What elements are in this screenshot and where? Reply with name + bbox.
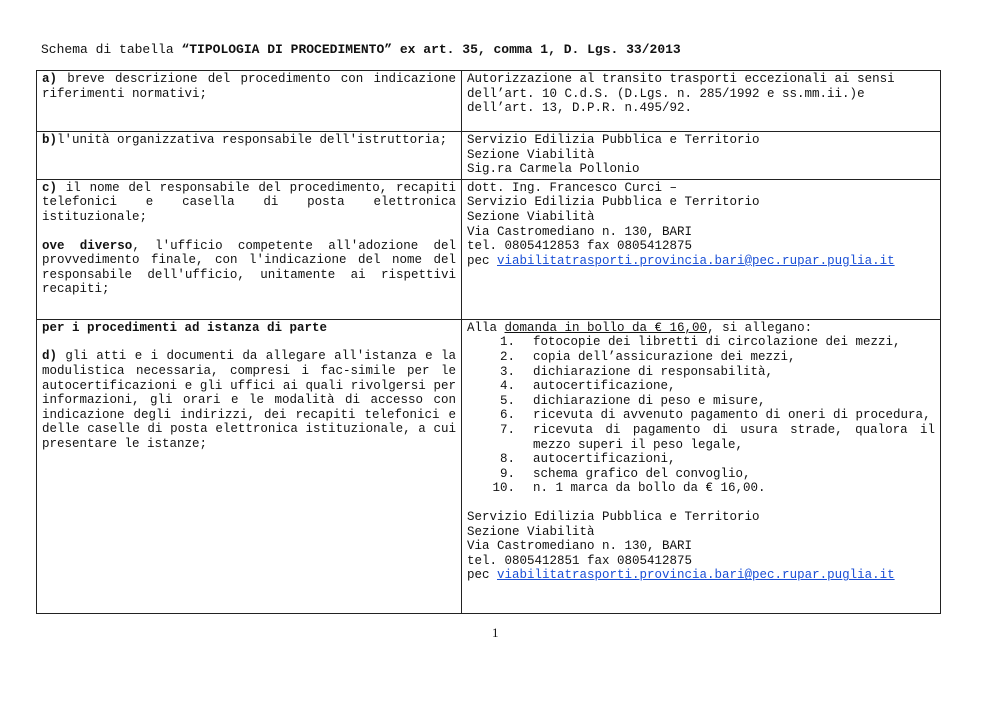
row-b-value — [462, 132, 941, 180]
table-row-a — [37, 71, 941, 132]
row-c-pec-link[interactable]: viabilitatrasporti.provincia.bari@pec.rupar.puglia.it — [497, 253, 895, 268]
spacer — [42, 335, 456, 349]
list-item-number: 7. — [499, 422, 515, 437]
row-a-description — [37, 71, 462, 132]
row-d-text: gli atti e i documenti da allegare all'istanza e la modulistica necessaria, compresi i fac-simile per le autocertificazioni e gli uffici ai quali rivolgersi per informazioni, gli orari e le modalità di accesso con indicazione degli indirizzi, dei recapiti telefonici e delle caselle di posta elettronica istituzionale, a cui presentare le istanze; — [42, 349, 456, 451]
list-item-text: n. 1 marca da bollo da € 16,00. — [533, 481, 766, 496]
row-b-text: l'unità organizzativa responsabile dell'istruttoria; — [57, 133, 448, 147]
list-item-text: autocertificazione, — [533, 379, 676, 394]
title-bold: “TIPOLOGIA DI PROCEDIMENTO” ex art. 35, comma 1, D. Lgs. 33/2013 — [181, 42, 681, 57]
list-item-text: autocertificazioni, — [533, 452, 676, 467]
table-row-b — [37, 132, 941, 180]
row-a-line: Autorizzazione al transito trasporti eccezionali ai sensi — [467, 72, 895, 86]
list-item-number: 4. — [499, 379, 515, 394]
list-item-number: 5. — [499, 393, 515, 408]
row-d-value — [462, 319, 941, 613]
row-d-description — [37, 319, 462, 613]
page-number: 1 — [492, 625, 499, 640]
list-item-number: 6. — [499, 408, 515, 423]
list-item — [467, 394, 935, 409]
list-item — [467, 408, 935, 423]
list-item — [467, 379, 935, 394]
list-item-text: dichiarazione di responsabilità, — [533, 364, 774, 379]
row-a-label: a) — [42, 72, 58, 86]
list-item — [467, 423, 935, 452]
row-c-label-2: ove diverso — [42, 238, 133, 253]
list-item-text: fotocopie dei libretti di circolazione dei mezzi, — [533, 335, 901, 350]
row-c-pec-line — [467, 254, 935, 269]
list-item-number: 9. — [499, 466, 515, 481]
row-a-value — [462, 71, 941, 132]
list-item-number: 10. — [492, 481, 515, 496]
attachments-list — [467, 335, 935, 496]
row-a-line: dell’art. 13, D.P.R. n.495/92. — [467, 101, 693, 116]
spacer — [467, 496, 935, 510]
list-item — [467, 467, 935, 482]
document-title — [41, 42, 681, 57]
row-d-pec-line — [467, 568, 935, 583]
row-d-office-line: Sezione Viabilità — [467, 524, 595, 539]
row-c-line: dott. Ing. Francesco Curci – — [467, 180, 678, 195]
intro-prefix: Alla — [467, 320, 505, 335]
list-item-number: 8. — [499, 452, 515, 467]
row-c-paragraph-2 — [42, 239, 456, 297]
row-b-description — [37, 132, 462, 180]
table-row-c — [37, 179, 941, 319]
row-b-label: b) — [42, 133, 58, 147]
procedure-table — [36, 70, 941, 614]
row-b-line: Servizio Edilizia Pubblica e Territorio — [467, 133, 760, 147]
list-item — [467, 481, 935, 496]
list-item-text: ricevuta di pagamento di usura strade, qualora il mezzo superi il peso legale, — [533, 422, 935, 452]
row-d-pec-prefix: pec — [467, 568, 498, 583]
row-c-paragraph-1 — [42, 181, 456, 225]
row-d-office-line: Via Castromediano n. 130, BARI — [467, 539, 693, 554]
row-c-label: c) — [42, 180, 58, 195]
list-item-text: ricevuta di avvenuto pagamento di oneri di procedura, — [533, 408, 931, 423]
intro-suffix: , si allegano: — [707, 320, 813, 335]
list-item-number: 2. — [499, 349, 515, 364]
row-c-description — [37, 179, 462, 319]
row-c-line: Sezione Viabilità — [467, 209, 595, 224]
list-item-text: copia dell’assicurazione dei mezzi, — [533, 349, 796, 364]
row-c-text: il nome del responsabile del procedimento, recapiti telefonici e casella di posta elettronica istituzionale; — [42, 180, 456, 224]
spacer — [42, 225, 456, 239]
list-item-number: 1. — [499, 335, 515, 350]
row-a-line: dell’art. 10 C.d.S. (D.Lgs. n. 285/1992 e ss.mm.ii.)e — [467, 86, 865, 101]
table-row-d — [37, 319, 941, 613]
row-b-line: Sig.ra Carmela Pollonio — [467, 162, 640, 177]
list-item — [467, 365, 935, 380]
row-c-line: tel. 0805412853 fax 0805412875 — [467, 239, 693, 254]
row-d-paragraph — [42, 349, 456, 451]
row-c-text-2: , l'ufficio competente all'adozione del provvedimento finale, con l'indicazione del nome del responsabile dell'ufficio, unitamente ai rispettivi recapiti; — [42, 238, 456, 297]
row-d-intro — [467, 321, 935, 336]
row-c-value — [462, 179, 941, 319]
row-a-text: breve descrizione del procedimento con indicazione riferimenti normativi; — [42, 72, 456, 101]
list-item-number: 3. — [499, 364, 515, 379]
row-d-pec-link[interactable]: viabilitatrasporti.provincia.bari@pec.rupar.puglia.it — [497, 568, 895, 583]
row-d-office-line: Servizio Edilizia Pubblica e Territorio — [467, 509, 760, 524]
list-item — [467, 350, 935, 365]
row-b-line: Sezione Viabilità — [467, 147, 595, 162]
row-c-pec-prefix: pec — [467, 253, 498, 268]
intro-underlined: domanda in bollo da € 16,00 — [504, 320, 708, 335]
list-item-text: dichiarazione di peso e misure, — [533, 393, 766, 408]
list-item — [467, 452, 935, 467]
list-item-text: schema grafico del convoglio, — [533, 466, 751, 481]
list-item — [467, 335, 935, 350]
row-d-label: d) — [42, 349, 58, 364]
row-c-line: Servizio Edilizia Pubblica e Territorio — [467, 195, 760, 210]
row-d-heading: per i procedimenti ad istanza di parte — [42, 320, 328, 335]
row-c-line: Via Castromediano n. 130, BARI — [467, 224, 693, 239]
row-d-office-line: tel. 0805412851 fax 0805412875 — [467, 553, 693, 568]
title-prefix: Schema di tabella — [41, 42, 182, 57]
